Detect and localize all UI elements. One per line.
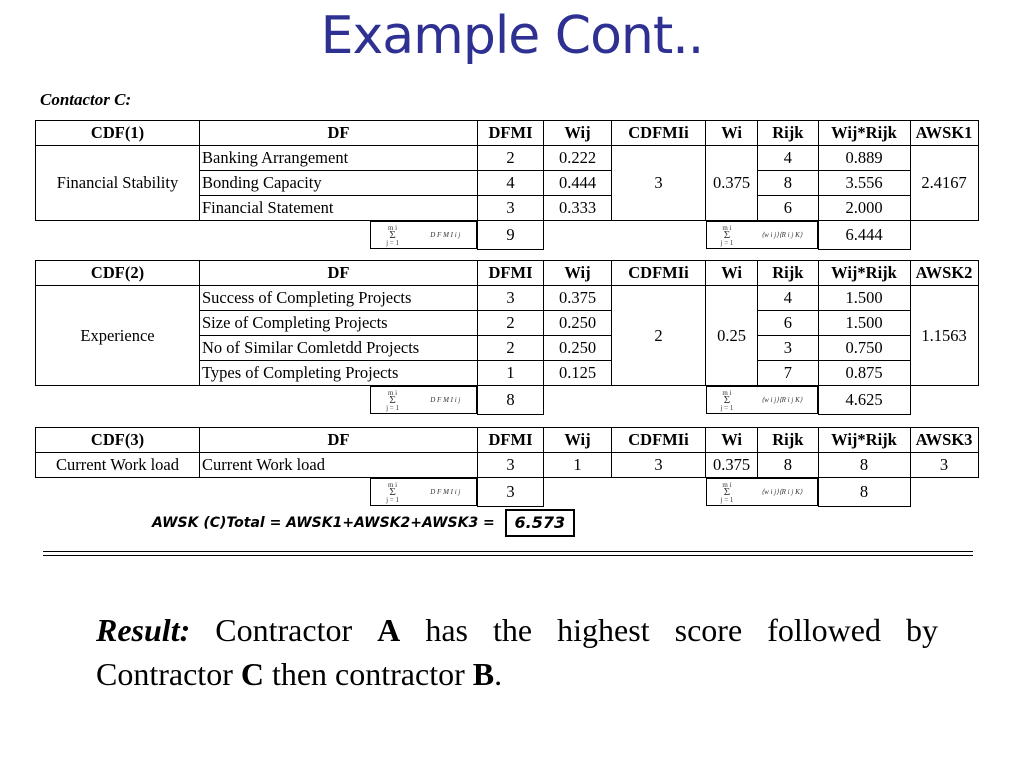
- divider-line: [43, 555, 973, 556]
- dfmi-sum-value: 3: [478, 478, 544, 507]
- df-cell: Types of Completing Projects: [200, 361, 478, 386]
- table-row: [36, 453, 979, 478]
- header-cell: CDF(1): [36, 121, 200, 146]
- wi-cell: 0.375: [706, 146, 758, 221]
- sum-row: [36, 221, 979, 250]
- wi-cell: 0.375: [706, 453, 758, 478]
- header-cell: CDFMIi: [612, 121, 706, 146]
- dfmi-sum-value: 8: [478, 386, 544, 415]
- header-cell: Rijk: [758, 121, 818, 146]
- df-cell: Current Work load: [200, 453, 478, 478]
- awsk-cell: 1.1563: [910, 286, 978, 386]
- rijk-cell: 3: [758, 336, 818, 361]
- result-lead: Result:: [96, 612, 191, 648]
- cdfmi-cell: 2: [612, 286, 706, 386]
- header-cell: AWSK1: [910, 121, 978, 146]
- wij-rijk-cell: 0.875: [818, 361, 910, 386]
- header-cell: DFMI: [478, 428, 544, 453]
- table-row: [36, 146, 979, 171]
- wij-rijk-cell: 3.556: [818, 171, 910, 196]
- sum-row: [36, 478, 979, 507]
- table-row: [36, 286, 979, 311]
- dfmi-cell: 3: [478, 453, 544, 478]
- dfmi-cell: 4: [478, 171, 544, 196]
- cdf-cell: Current Work load: [36, 453, 200, 478]
- wr-sum-value: 8: [818, 478, 910, 507]
- header-cell: AWSK2: [910, 261, 978, 286]
- header-cell: AWSK3: [910, 428, 978, 453]
- wr-sum-value: 6.444: [818, 221, 910, 250]
- header-cell: CDF(3): [36, 428, 200, 453]
- header-cell: CDF(2): [36, 261, 200, 286]
- dfmi-sum-formula: m i Σ j = 1 D F M I i j: [370, 386, 478, 414]
- header-cell: Wi: [706, 121, 758, 146]
- header-cell: Rijk: [758, 428, 818, 453]
- header-cell: CDFMIi: [612, 428, 706, 453]
- wij-cell: 1: [544, 453, 612, 478]
- rijk-cell: 7: [758, 361, 818, 386]
- df-cell: Banking Arrangement: [200, 146, 478, 171]
- table-cdf2: [35, 260, 979, 415]
- wij-cell: 0.222: [544, 146, 612, 171]
- total-value: 6.573: [505, 509, 575, 537]
- table-cdf1: [35, 120, 979, 250]
- header-cell: DF: [200, 428, 478, 453]
- cdf-cell: Experience: [36, 286, 200, 386]
- wi-cell: 0.25: [706, 286, 758, 386]
- wij-cell: 0.333: [544, 196, 612, 221]
- total-label: AWSK (C)Total = AWSK1+AWSK2+AWSK3 =: [152, 515, 495, 531]
- cdf-cell: Financial Stability: [36, 146, 200, 221]
- contractor-b: B: [472, 656, 495, 692]
- rijk-cell: 4: [758, 286, 818, 311]
- df-cell: Size of Completing Projects: [200, 311, 478, 336]
- cdfmi-cell: 3: [612, 146, 706, 221]
- header-cell: DFMI: [478, 121, 544, 146]
- wij-rijk-cell: 0.889: [818, 146, 910, 171]
- wr-sum-formula: m i Σ j = 1 ⟨w i j⟩⟨R i j K⟩: [706, 221, 818, 249]
- header-cell: DF: [200, 261, 478, 286]
- dfmi-cell: 2: [478, 336, 544, 361]
- rijk-cell: 8: [758, 171, 818, 196]
- wij-cell: 0.250: [544, 336, 612, 361]
- dfmi-sum-value: 9: [478, 221, 544, 250]
- df-cell: Bonding Capacity: [200, 171, 478, 196]
- header-cell: Wij: [544, 428, 612, 453]
- dfmi-cell: 1: [478, 361, 544, 386]
- header-cell: Wij: [544, 121, 612, 146]
- table-header-row: [36, 121, 979, 146]
- dfmi-cell: 3: [478, 286, 544, 311]
- df-cell: No of Similar Comletdd Projects: [200, 336, 478, 361]
- dfmi-cell: 2: [478, 146, 544, 171]
- result-statement: Result: Contractor A has the highest score followed by Contractor C then contractor B.: [96, 612, 939, 692]
- header-cell: DF: [200, 121, 478, 146]
- dfmi-sum-formula: m i Σ j = 1 D F M I i j: [370, 478, 478, 506]
- header-cell: Wij*Rijk: [818, 428, 910, 453]
- header-cell: Wij*Rijk: [818, 121, 910, 146]
- dfmi-sum-formula: m i Σ j = 1 D F M I i j: [370, 221, 478, 249]
- awsk-cell: 3: [910, 453, 978, 478]
- header-cell: Wi: [706, 428, 758, 453]
- wij-rijk-cell: 8: [818, 453, 910, 478]
- total-formula: [152, 509, 575, 537]
- wij-rijk-cell: 1.500: [818, 286, 910, 311]
- wij-rijk-cell: 1.500: [818, 311, 910, 336]
- table-cdf3: [35, 427, 979, 507]
- wij-cell: 0.444: [544, 171, 612, 196]
- wr-sum-value: 4.625: [818, 386, 910, 415]
- contractor-label: Contactor C:: [40, 90, 132, 109]
- wr-sum-formula: m i Σ j = 1 ⟨w i j⟩⟨R i j K⟩: [706, 386, 818, 414]
- wij-rijk-cell: 2.000: [818, 196, 910, 221]
- header-cell: DFMI: [478, 261, 544, 286]
- dfmi-cell: 3: [478, 196, 544, 221]
- rijk-cell: 8: [758, 453, 818, 478]
- divider-line: [43, 551, 973, 552]
- header-cell: Rijk: [758, 261, 818, 286]
- contractor-c: C: [240, 656, 264, 692]
- slide-title: Example Cont..: [320, 6, 704, 66]
- table-header-row: [36, 261, 979, 286]
- awsk-cell: 2.4167: [910, 146, 978, 221]
- table-header-row: [36, 428, 979, 453]
- header-cell: Wi: [706, 261, 758, 286]
- sum-row: [36, 386, 979, 415]
- header-cell: CDFMIi: [612, 261, 706, 286]
- wij-cell: 0.250: [544, 311, 612, 336]
- df-cell: Financial Statement: [200, 196, 478, 221]
- rijk-cell: 4: [758, 146, 818, 171]
- dfmi-cell: 2: [478, 311, 544, 336]
- header-cell: Wij: [544, 261, 612, 286]
- contractor-a: A: [377, 612, 401, 648]
- wij-rijk-cell: 0.750: [818, 336, 910, 361]
- wr-sum-formula: m i Σ j = 1 ⟨w i j⟩⟨R i j K⟩: [706, 478, 818, 506]
- header-cell: Wij*Rijk: [818, 261, 910, 286]
- df-cell: Success of Completing Projects: [200, 286, 478, 311]
- rijk-cell: 6: [758, 196, 818, 221]
- rijk-cell: 6: [758, 311, 818, 336]
- wij-cell: 0.375: [544, 286, 612, 311]
- wij-cell: 0.125: [544, 361, 612, 386]
- cdfmi-cell: 3: [612, 453, 706, 478]
